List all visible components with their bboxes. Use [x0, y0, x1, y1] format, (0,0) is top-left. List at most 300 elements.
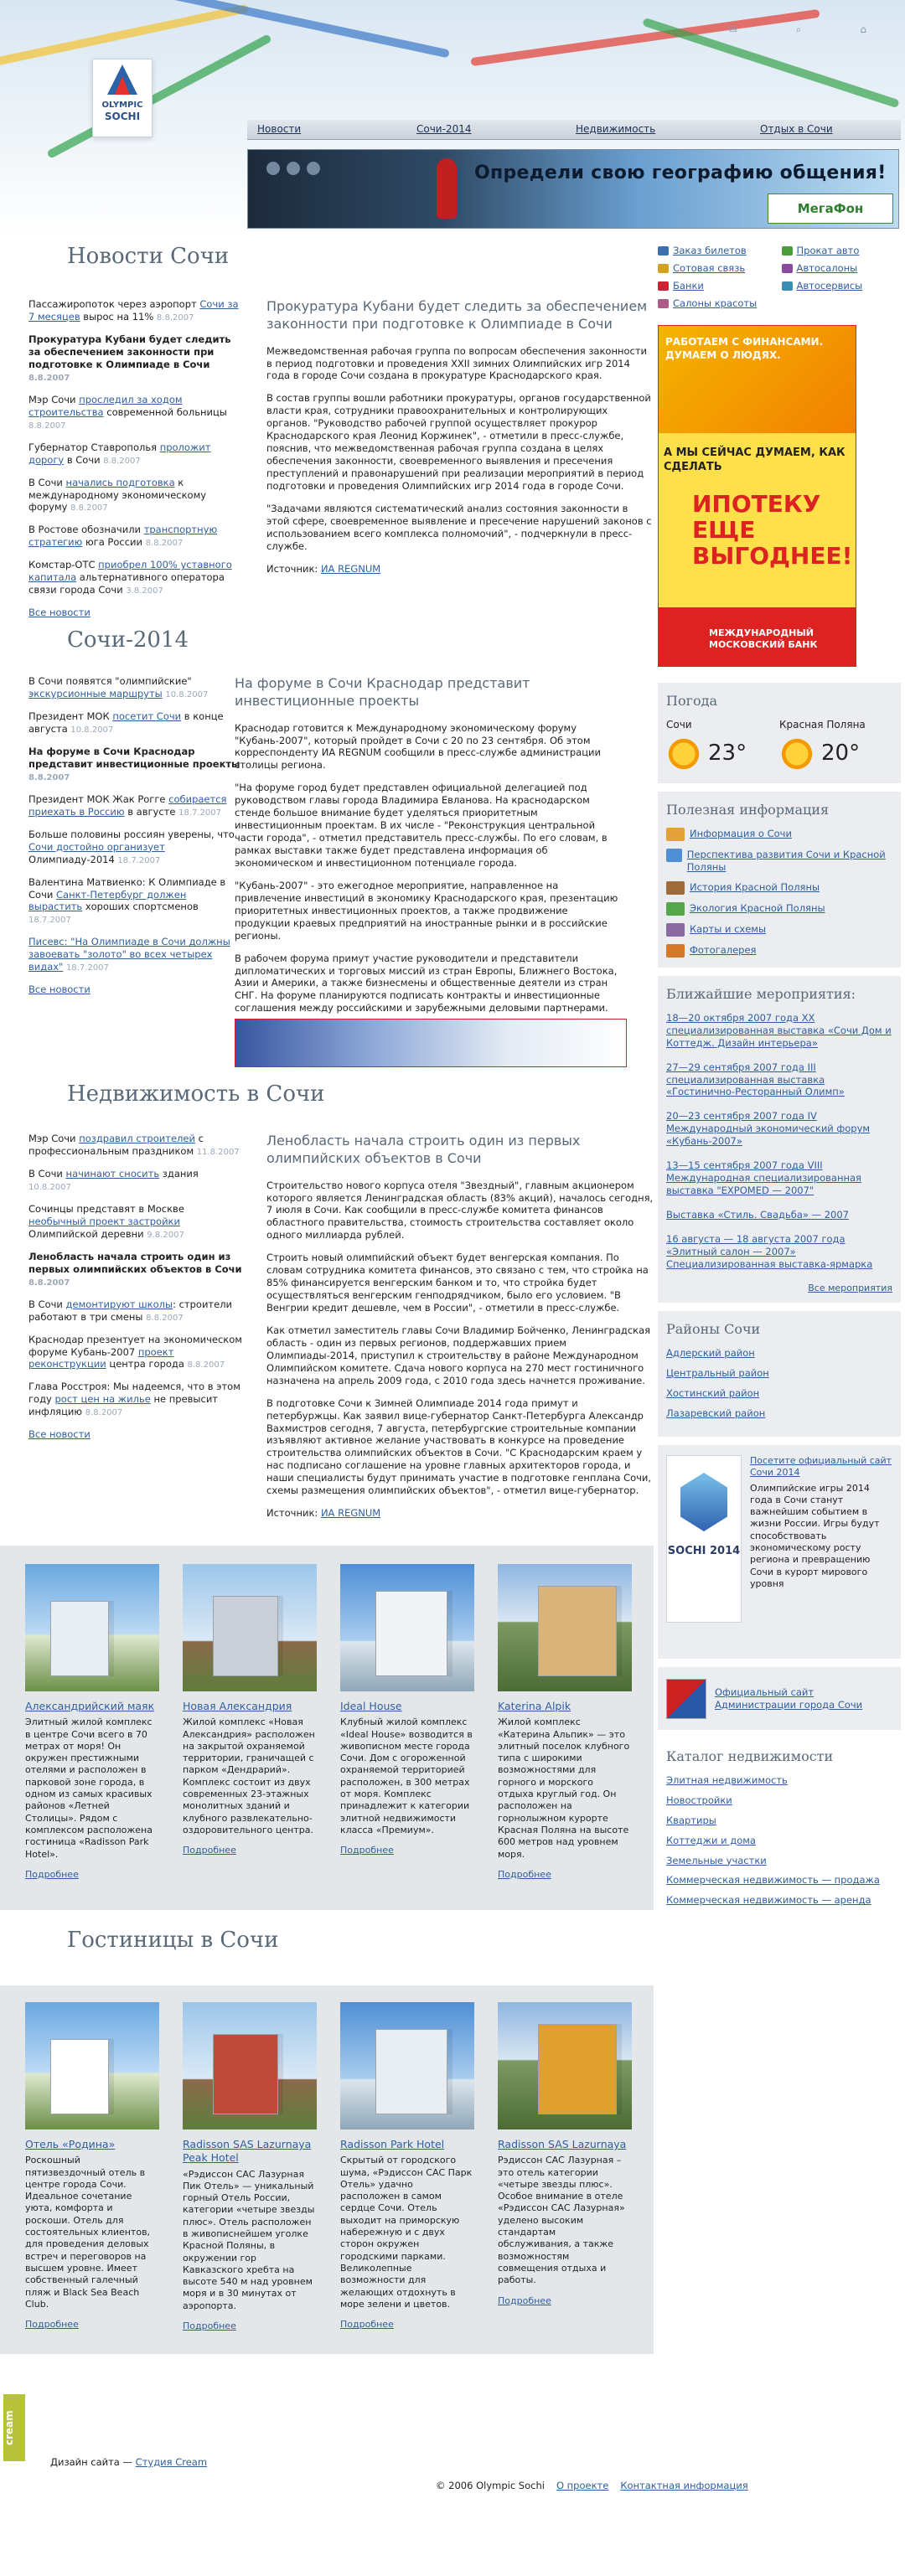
decorative-ribbon	[137, 0, 450, 58]
snowflake-icon	[680, 1473, 727, 1531]
main-nav	[247, 120, 901, 140]
card-title[interactable]: Radisson SAS Lazurnaya Peak Hotel	[183, 2138, 312, 2165]
card-title[interactable]: Александрийский маяк	[25, 1700, 155, 1712]
item-link[interactable]: Писевс: "На Олимпиаде в Сочи должны завоевать "золото" во всех четырех видах"	[28, 936, 230, 973]
article-paragraph: "Кубань-2007" - это ежегодное мероприятие, направленное на привлечение инвестиций в экономику Краснодарского края, презентацию приоритетных инвестиционных проектов, а также продвижение продукции краевых предприятий на иностранные рынки и в российские регионы.	[235, 879, 618, 942]
quick-link[interactable]	[782, 245, 905, 257]
article-paragraph: В состав группы вошли работники прокуратуры, органов государственной власти края, сотрудники правоохранительных и контролирующих органов. "Руководство рабочей группой осуществляет прокурор Краснодарского края Леонид Коржинек", - отметили в пресс-службе, пояснив, что межведомственная рабочая группа создана в целях обеспечения законности, своевременного выявления и пресечения преступлений и правонарушений при реализации мероприятий в период подготовки и проведения Олимпийских игр 2014 года в городе Сочи.	[266, 392, 651, 492]
article-paragraph: Краснодар готовится к Международному экономическому форуму "Кубань-2007", который пройдет в Сочи с 20 по 23 сентября. Об этом корреспонденту ИА REGNUM сообщили в пресс-службе администрации столицы региона.	[235, 721, 601, 772]
district-link[interactable]: Центральный район	[666, 1366, 769, 1379]
item-text: Пассажиропоток через аэропорт	[28, 298, 200, 310]
item-link[interactable]: приобрел 100% уставного капитала	[28, 559, 232, 584]
article-paragraph: Строительство нового корпуса отеля "Звездный", главным акционером которого является Ленинградская область (83% акций), началось сегодня, 7 июля в Сочи. Как сообщили в пресс-службе комитета финансов областного правительства, стоимость строительства составляет около одного миллиарда рублей.	[266, 1179, 654, 1242]
quick-links	[658, 245, 905, 315]
item-link[interactable]: Сочи за 7 месяцев	[28, 298, 239, 323]
nav-rest[interactable]: Отдых в Сочи	[760, 123, 833, 135]
list-item	[28, 710, 242, 736]
catalog-link[interactable]: Квартиры	[666, 1814, 716, 1826]
catalog-link[interactable]: Элитная недвижимость	[666, 1773, 788, 1786]
info-thumb-icon	[666, 849, 682, 862]
info-block	[658, 792, 901, 968]
card-title[interactable]: Radisson SAS Lazurnaya	[498, 2138, 627, 2150]
hotels-section-title: Гостиницы в Сочи	[67, 1928, 279, 1953]
info-link-label[interactable]: Экология Красной Поляны	[690, 901, 825, 914]
item-date: 18.7.2007	[117, 855, 161, 865]
card-title[interactable]: Новая Александрия	[183, 1700, 292, 1712]
card-item	[498, 1564, 632, 1881]
hotel-cards	[0, 1985, 654, 2354]
item-text: Мэр Сочи	[28, 393, 80, 405]
item-date: 11.8.2007	[196, 1147, 240, 1157]
list-item	[28, 394, 242, 431]
nav-realty[interactable]: Недвижимость	[576, 123, 656, 135]
weather-temp: 23°	[708, 741, 747, 767]
catalog-link[interactable]: Коттеджи и дома	[666, 1834, 756, 1846]
item-link[interactable]: Сочи достойно организует	[28, 840, 165, 853]
logo-line1: OLYMPIC	[101, 101, 143, 110]
item-link[interactable]: начинают сносить	[65, 1167, 160, 1180]
quick-link-label[interactable]: Салоны красоты	[673, 297, 758, 309]
cream-badge[interactable]: cream	[3, 2394, 25, 2461]
item-link[interactable]: Санкт-Петербург должен вырастить	[28, 888, 187, 913]
item-text: с профессиональным праздником	[28, 1133, 204, 1157]
card-text: Рэдиссон САС Лазурная – это отель категории «четыре звезды плюс». Особое внимание в отеле «Рэдиссон САС Лазурная» уделено высоким стандартам обслуживания, а также возможностям совмещения отдыха и работы.	[498, 2155, 625, 2286]
list-item	[28, 1203, 242, 1241]
card-item	[183, 1564, 317, 1881]
catalog-block	[658, 1738, 901, 1923]
district-link[interactable]: Адлерский район	[666, 1346, 755, 1359]
item-date: 8.8.2007	[28, 772, 70, 782]
item-link[interactable]: необычный проект застройки	[28, 1215, 180, 1227]
card-more-link[interactable]: Подробнее	[340, 2319, 394, 2331]
item-link[interactable]: проследил за ходом строительства	[28, 393, 183, 418]
event-item[interactable]	[666, 1110, 892, 1148]
item-text: Президент МОК	[28, 710, 113, 722]
item-text: юга России	[82, 536, 146, 549]
site-logo[interactable]	[92, 59, 153, 137]
item-link[interactable]: демонтируют школы	[65, 1298, 173, 1310]
item-date: 8.8.2007	[28, 373, 70, 383]
article-paragraph: Как отметил заместитель главы Сочи Владимир Бойченко, Ленинградская область - один из первых регионов, поддержавших прием Олимпиады-2014, приступил к строительству в районе Международном Олимпийском комитете. Сдача нового корпуса на 270 мест гостиничного назначена на апрель 2009 года, с 2010 года здесь начнется проживание.	[266, 1324, 651, 1386]
list-item	[28, 477, 242, 514]
logo-mark	[107, 65, 137, 95]
all-news-link[interactable]: Все новости	[28, 607, 90, 619]
info-link[interactable]	[666, 881, 892, 895]
admin-block	[658, 1667, 901, 1730]
info-link-label[interactable]: Фотогалерея	[690, 943, 757, 956]
info-thumb-icon	[666, 944, 685, 958]
all-news-link[interactable]: Все новости	[28, 1428, 90, 1441]
megafon-banner[interactable]	[247, 149, 899, 229]
list-item	[28, 1133, 242, 1158]
weather-city	[779, 719, 892, 772]
sochi2014-site-link[interactable]: Посетите официальный сайт Сочи 2014	[750, 1455, 892, 1479]
item-text: Прокуратура Кубани будет следить за обеспечением законности при подготовке к Олимпиаде в Сочи	[28, 333, 231, 370]
building-shape	[213, 1596, 278, 1676]
event-item[interactable]	[666, 1061, 892, 1099]
district-link[interactable]: Хостинский район	[666, 1386, 760, 1399]
item-text: В Сочи	[28, 1167, 66, 1180]
info-link-label[interactable]: Карты и схемы	[690, 922, 767, 935]
source-link[interactable]: ИА REGNUM	[320, 1507, 381, 1520]
card-text: Роскошный пятизвездочный отель в центре города Сочи. Идеальное сочетание уюта, комфорта и роскоши. Отель для состоятельных клиентов, для проведения деловых встреч и переговоров на высшем уровне. Имеет собственный галечный пляж и Black Sea Beach Club.	[25, 2155, 151, 2310]
info-link[interactable]	[666, 828, 892, 841]
article-paragraph: Межведомственная рабочая группа по вопросам обеспечения законности в период подготовки и проведения XXII зимних Олимпийских игр 2014 года в городе Сочи создана в прокуратуре Краснодарского края.	[266, 344, 648, 382]
card-more-link[interactable]: Подробнее	[340, 1845, 394, 1856]
design-link[interactable]: Студия Cream	[135, 2456, 208, 2468]
districts-title: Районы Сочи	[666, 1321, 761, 1337]
item-text: современной больницы	[103, 405, 227, 418]
info-thumb-icon	[666, 902, 685, 916]
building-shape	[50, 2039, 109, 2114]
item-text: здания	[159, 1167, 199, 1180]
inline-banner[interactable]	[235, 1019, 627, 1067]
sun-icon	[666, 736, 701, 772]
item-date: 10.8.2007	[28, 1182, 71, 1192]
item-date: 8.8.2007	[85, 1408, 123, 1418]
news-article	[266, 298, 654, 586]
logo-line2: SOCHI	[104, 111, 141, 122]
list-item	[28, 298, 242, 323]
item-text: вырос на 11%	[80, 310, 157, 323]
item-date: 18.7.2007	[28, 916, 71, 926]
contacts-link[interactable]: Контактная информация	[620, 2480, 748, 2491]
item-text: В Сочи	[28, 1298, 66, 1310]
item-text: В Ростове обозначили	[28, 524, 144, 536]
list-item	[28, 829, 242, 866]
item-text: Ленобласть начала строить один из первых олимпийских объектов в Сочи	[28, 1250, 242, 1275]
weather-city-name: Сочи	[666, 718, 692, 730]
quick-link-icon	[658, 264, 669, 273]
item-text: Комстар-ОТС	[28, 559, 99, 571]
card-text: «Рэдиссон САС Лазурная Пик Отель» — уникальный горный Отель России, категории «четыре звезды плюс». Отель расположен в живописнейшем уголке Красной Поляны, в окружении гор Кавказского хребта на высоте 540 м над уровнем моря и в 30 минутах от аэропорта.	[183, 2168, 315, 2311]
source-label: Источник:	[266, 1507, 321, 1520]
event-item[interactable]	[666, 1012, 892, 1050]
item-link[interactable]: рост цен на жилье	[54, 1393, 151, 1406]
weather-city	[666, 719, 779, 772]
card-image[interactable]	[498, 2002, 632, 2129]
list-item	[28, 936, 242, 973]
item-text: Президент МОК Жак Рогге	[28, 792, 169, 805]
event-link[interactable]: 18—20 октября 2007 года XX специализированная выставка «Сочи Дом и Коттедж. Дизайн интерьера»	[666, 1011, 892, 1049]
card-title[interactable]: Katerina Alpik	[498, 1700, 571, 1712]
item-text: Губернатор Ставрополья	[28, 441, 160, 453]
item-date: 8.8.2007	[103, 456, 141, 466]
top-icons	[729, 23, 866, 37]
info-link-label[interactable]: Перспектива развития Сочи и Красной Поляны	[686, 848, 886, 873]
building-shape	[375, 1591, 447, 1676]
weather-row	[666, 736, 779, 772]
quick-link-label[interactable]: Автосервисы	[796, 279, 863, 292]
item-text: Мэр Сочи	[28, 1133, 80, 1144]
list-item	[28, 1334, 242, 1371]
card-item	[25, 1564, 159, 1881]
quick-link[interactable]	[782, 262, 905, 275]
card-image[interactable]	[498, 1564, 632, 1691]
item-text: Олимпийской деревни	[28, 1227, 147, 1240]
article-paragraph: Строить новый олимпийский объект будет венгерская компания. По словам сотрудника комитета финансов, это связано с тем, что стройка на 85% финансируется венгерским банком и то, что стройка будет осуществляться венгерским генподрядчиком, было его условием. "В Венгрии кредит дешевле, чем в России", - отметили в пресс-службе.	[266, 1252, 649, 1314]
article-source	[266, 563, 654, 576]
item-text: В Сочи появятся "олимпийские"	[28, 675, 192, 687]
article-paragraph: "Задачами являются систематический анализ состояния законности в этой сфере, своевременное выявление и пресечение нарушений законов с использованием всего комплекса полномочий", - подчеркнули в пресс-службе.	[266, 502, 652, 552]
news-short-list	[28, 298, 242, 619]
building-shape	[538, 1586, 617, 1676]
bank-ad-line2: ИПОТЕКУ ЕЩЕ ВЫГОДНЕЕ!	[692, 490, 853, 570]
event-link[interactable]: 13—15 сентября 2007 года VIII Международная специализированная выставка "EXPOMED — 2007"	[666, 1159, 861, 1197]
article-paragraph: В рабочем форума примут участие руководители и представители дипломатических и торговых миссий из стран Европы, Ближнего Востока, Азии и Америки, а также бизнесмены и общественные деятели из стран СНГ. На форуме планируются подписать контракты и инвестиционные соглашения между российскими и зарубежными деловыми партнерами.	[235, 952, 618, 1014]
banner-text: Определи свою географию общения!	[474, 163, 887, 183]
list-item	[28, 793, 242, 818]
card-text: Скрытый от городского шума, «Рэдиссон САС Парк Отель» удачно расположен в самом сердце Сочи. Отель выходит на приморскую набережную и с двух сторон окружен городскими парками. Великолепные возможности для желающих отдохнуть в море зелени и цветов.	[340, 2155, 473, 2310]
event-link[interactable]: 20—23 сентября 2007 года IV Международный экономический форум «Кубань-2007»	[666, 1110, 871, 1148]
events-title: Ближайшие мероприятия:	[666, 986, 856, 1002]
item-text: Больше половины россиян уверены, что	[28, 828, 235, 840]
list-item	[28, 876, 242, 927]
list-item	[28, 1381, 242, 1418]
card-title[interactable]: Radisson Park Hotel	[340, 2138, 445, 2150]
weather-block	[658, 683, 901, 783]
card-image[interactable]	[183, 2002, 317, 2129]
article-paragraph: "На форуме город будет представлен официальной делегацией под руководством главы города Владимира Евланова. На краснодарском стенде большое внимание будет уделяться приоритетным инвестиционным проектам. В их числе - "Реконструкция центральной части города", - отметил представитель пресс-службы. По его словам, в рамках выставки также будет представлена информация об экономическом и инвестиционном потенциале города.	[235, 782, 608, 869]
catalog-link[interactable]: Новостройки	[666, 1794, 732, 1806]
article-source	[266, 1507, 654, 1520]
card-item	[340, 1564, 474, 1881]
banner-decoration	[266, 162, 320, 175]
info-link-label[interactable]: Информация о Сочи	[690, 827, 792, 839]
all-events-link[interactable]: Все мероприятия	[808, 1282, 892, 1293]
bank-ad[interactable]	[658, 325, 856, 667]
weather-row	[779, 736, 892, 772]
item-text: не превысит инфляцию	[28, 1393, 219, 1418]
right-column	[658, 245, 905, 315]
events-block	[658, 976, 901, 1303]
card-text: Жилой комплекс «Катерина Альпик» — это элитный поселок клубного типа с широкими возможностями для горного и морского отдыха круглый год. Он расположен на горнолыжном курорте Красная Поляна на высоте 600 метров над уровнем моря.	[498, 1716, 630, 1860]
item-link[interactable]: проложит дорогу	[28, 441, 211, 466]
catalog-link[interactable]: Земельные участки	[666, 1854, 767, 1866]
card-more-link[interactable]: Подробнее	[183, 1845, 236, 1856]
footer	[0, 2388, 905, 2576]
card-more-link[interactable]: Подробнее	[25, 2319, 79, 2331]
item-text: хороших спортсменов	[82, 901, 199, 913]
card-text: Элитный жилой комплекс в центре Сочи всего в 70 метрах от моря! Он окружен престижными отелями и расположен в парковой зоне города, в одном из самых красивых районов «Летней Столицы». Рядом с комплексом расположена гостиница «Radisson Park Hotel».	[25, 1716, 153, 1860]
quick-link[interactable]	[658, 297, 782, 310]
list-item	[28, 675, 242, 700]
card-image[interactable]	[25, 1564, 159, 1691]
card-item	[498, 2002, 632, 2332]
coat-of-arms-icon	[666, 1679, 706, 1719]
quick-link-icon	[658, 246, 669, 256]
item-date: 9.8.2007	[147, 1230, 184, 1240]
quick-link-label[interactable]: Заказ билетов	[673, 245, 747, 256]
article-title: Ленобласть начала строить один из первых олимпийских объектов в Сочи	[266, 1133, 581, 1166]
item-link[interactable]: поздравил строителей	[79, 1133, 195, 1144]
card-more-link[interactable]: Подробнее	[183, 2320, 236, 2332]
list-item	[28, 1298, 242, 1324]
realty-section-title: Недвижимость в Сочи	[67, 1082, 325, 1107]
card-item	[183, 2002, 317, 2332]
source-label: Источник:	[266, 562, 321, 575]
sochi2014-promo	[658, 1445, 901, 1659]
item-text: В Сочи	[28, 476, 66, 488]
info-title: Полезная информация	[666, 802, 830, 818]
admin-site-link[interactable]: Официальный сайт Администрации города Сочи	[715, 1685, 863, 1711]
sochi2014-short-list	[28, 675, 242, 996]
info-thumb-icon	[666, 828, 685, 841]
district-link[interactable]: Лазаревский район	[666, 1407, 766, 1419]
quick-link-label[interactable]: Сотовая связь	[673, 261, 746, 274]
event-link[interactable]: 27—29 сентября 2007 года III специализированная выставка «Гостинично-Ресторанный Олимп»	[666, 1061, 845, 1098]
card-item	[340, 2002, 474, 2332]
quick-link-icon	[658, 299, 669, 308]
card-title[interactable]: Ideal House	[340, 1700, 402, 1712]
realty-article	[266, 1133, 654, 1530]
sun-icon	[779, 736, 814, 772]
card-image[interactable]	[183, 1564, 317, 1691]
sochi2014-section-title: Сочи-2014	[67, 627, 189, 653]
event-link[interactable]: Выставка «Стиль. Свадьба» — 2007	[666, 1209, 849, 1221]
quick-link[interactable]	[658, 280, 782, 292]
sochi2014-logo-text: SOCHI 2014	[667, 1545, 741, 1557]
info-link-label[interactable]: История Красной Поляны	[690, 880, 820, 893]
item-text: в Сочи	[64, 453, 104, 466]
item-date: 10.8.2007	[70, 725, 114, 735]
bank-ad-mid	[659, 433, 856, 607]
info-thumb-icon	[666, 923, 685, 937]
article-title: На форуме в Сочи Краснодар представит инвестиционные проекты	[235, 675, 530, 709]
item-date: 8.8.2007	[156, 312, 194, 323]
quick-link-label[interactable]: Прокат авто	[796, 245, 860, 256]
sochi2014-logo[interactable]	[666, 1455, 742, 1623]
sochi2014-article	[235, 675, 622, 1047]
article-paragraph: В подготовке Сочи к Зимней Олимпиаде 2014 года примут и петербуржцы. Как заявил вице-губернатор Санкт-Петербурга Александр Вахмистров сегодня, 7 августа, петербургские строительные компании изъявляют активное желание участвовать в конкурсе на проведение строительства олимпийских объектов в Сочи. "С Краснодарским краем у нас подписано соглашение на уровне главных архитекторов города, и наши специалисты будут принимать участие в подготовке генплана Сочи, схемы размещения олимпийских объектов", - отметил вице-губернатор.	[266, 1396, 652, 1497]
sochi2014-promo-text: Олимпийские игры 2014 года в Сочи станут важнейшим событием в жизни России. Игры будут способствовать экономическому росту региона и превращению Сочи в курорт мирового уровня	[750, 1482, 880, 1589]
mail-icon[interactable]: ✉	[728, 23, 737, 35]
event-item[interactable]	[666, 1159, 892, 1197]
list-item	[28, 441, 242, 467]
building-shape	[213, 2034, 278, 2114]
quick-link[interactable]	[658, 262, 782, 275]
event-item[interactable]	[666, 1209, 892, 1221]
news-section-title: Новости Сочи	[67, 244, 230, 269]
copyright: © 2006 Olympic Sochi	[436, 2480, 545, 2491]
realty-cards	[0, 1546, 654, 1910]
districts-block	[658, 1311, 901, 1437]
item-date: 8.8.2007	[145, 539, 184, 549]
item-date: 8.8.2007	[146, 1313, 184, 1323]
catalog-link[interactable]: Коммерческая недвижимость — аренда	[666, 1894, 871, 1907]
card-image[interactable]	[340, 2002, 474, 2129]
list-item	[28, 746, 242, 783]
quick-link-icon	[658, 281, 669, 291]
card-more-link[interactable]: Подробнее	[25, 1868, 79, 1880]
item-text: Сочинцы представят в Москве	[28, 1202, 184, 1215]
item-text: На форуме в Сочи Краснодар представит инвестиционные проекты	[28, 745, 240, 770]
list-item	[28, 524, 242, 549]
item-date: 10.8.2007	[165, 689, 209, 699]
article-title: Прокуратура Кубани будет следить за обеспечением законности при подготовке к Олимпиаде в Сочи	[266, 298, 648, 332]
info-link[interactable]	[666, 849, 892, 874]
nav-news[interactable]: Новости	[257, 123, 302, 135]
quick-link-icon	[782, 281, 793, 291]
quick-link[interactable]	[782, 280, 905, 292]
info-link[interactable]	[666, 902, 892, 916]
item-link[interactable]: транспортную стратегию	[28, 524, 218, 549]
info-link[interactable]	[666, 944, 892, 958]
item-date: 3.8.2007	[126, 586, 163, 596]
building-shape	[375, 2029, 447, 2114]
building-shape	[538, 2024, 617, 2114]
item-date: 8.8.2007	[187, 1360, 225, 1371]
list-item	[28, 1251, 242, 1288]
card-image[interactable]	[340, 1564, 474, 1691]
quick-link-label[interactable]: Банки	[673, 279, 704, 292]
weather-title: Погода	[666, 693, 717, 709]
event-link[interactable]: 16 августа — 18 августа 2007 года «Элитный салон — 2007» Специализированная выставка-ярмарка	[666, 1232, 873, 1270]
item-text: в августе	[124, 805, 179, 818]
item-link[interactable]: начались подготовка	[65, 476, 175, 488]
weather-temp: 20°	[821, 741, 861, 767]
item-text: : строители работают в три смены	[28, 1298, 233, 1323]
quick-link[interactable]	[658, 245, 782, 257]
card-item	[25, 2002, 159, 2332]
megafon-logo: МегаФон	[768, 194, 893, 224]
card-text: Клубный жилой комплекс «Ideal House» возводится в живописном месте города Сочи. Дом с огороженной охраняемой территорией расположен, в 300 метрах от моря. Комплекс принадлежит к категории элитной недвижимости класса «Премиум».	[340, 1716, 473, 1835]
list-item	[28, 333, 242, 384]
catalog-link[interactable]: Коммерческая недвижимость — продажа	[666, 1874, 880, 1887]
nav-sochi2014[interactable]: Сочи-2014	[416, 123, 472, 135]
bank-ad-brand: МЕЖДУНАРОДНЫЙ МОСКОВСКИЙ БАНК	[659, 607, 856, 666]
item-text: Краснодар презентует на экономическом форуме Кубань-2007	[28, 1333, 242, 1358]
about-link[interactable]: О проекте	[556, 2480, 609, 2491]
item-text: Глава Росстроя: Мы надеемся, что в этом году	[28, 1381, 240, 1406]
item-link[interactable]: посетит Сочи	[112, 710, 182, 722]
building-shape	[50, 1601, 109, 1676]
item-link[interactable]: собирается приехать в Россию	[28, 792, 227, 818]
item-date: 18.7.2007	[178, 808, 221, 818]
event-item[interactable]	[666, 1233, 892, 1271]
list-item	[28, 1168, 242, 1193]
item-text: в конце августа	[28, 710, 224, 735]
search-icon[interactable]: ⌕	[795, 23, 802, 35]
item-date: 18.7.2007	[66, 963, 109, 973]
all-news-link[interactable]: Все новости	[28, 983, 90, 996]
quick-link-label[interactable]: Автосалоны	[796, 261, 858, 274]
card-more-link[interactable]: Подробнее	[498, 2295, 551, 2306]
item-date: 8.8.2007	[28, 1278, 70, 1288]
list-item	[28, 559, 242, 596]
quick-link-icon	[782, 246, 793, 256]
info-link[interactable]	[666, 923, 892, 937]
weather-city-name: Красная Поляна	[779, 718, 866, 730]
catalog-title: Каталог недвижимости	[666, 1748, 834, 1764]
item-date: 8.8.2007	[70, 503, 108, 514]
bank-ad-top: РАБОТАЕМ С ФИНАНСАМИ. ДУМАЕМ О ЛЮДЯХ.	[659, 326, 856, 433]
card-text: Жилой комплекс «Новая Александрия» расположен на закрытой охраняемой территории, граничащей с парком «Дендрарий». Комплекс состоит из двух современных 23-этажных монолитных зданий и клубного развлекательно-оздоровительного центра.	[183, 1716, 315, 1835]
card-more-link[interactable]: Подробнее	[498, 1868, 551, 1880]
item-text: к международному экономическому форуму	[28, 476, 207, 514]
header	[0, 0, 905, 235]
home-icon[interactable]: ⌂	[860, 23, 866, 35]
info-thumb-icon	[666, 881, 685, 895]
card-image[interactable]	[25, 2002, 159, 2129]
card-title[interactable]: Отель «Родина»	[25, 2138, 116, 2150]
item-text: центра города	[106, 1358, 188, 1371]
source-link[interactable]: ИА REGNUM	[320, 562, 381, 575]
item-link[interactable]: проект реконструкции	[28, 1345, 174, 1371]
banner-figure	[437, 158, 457, 219]
item-text: альтернативного оператора связи города Сочи	[28, 571, 225, 596]
item-link[interactable]: экскурсионные маршруты	[28, 687, 163, 699]
